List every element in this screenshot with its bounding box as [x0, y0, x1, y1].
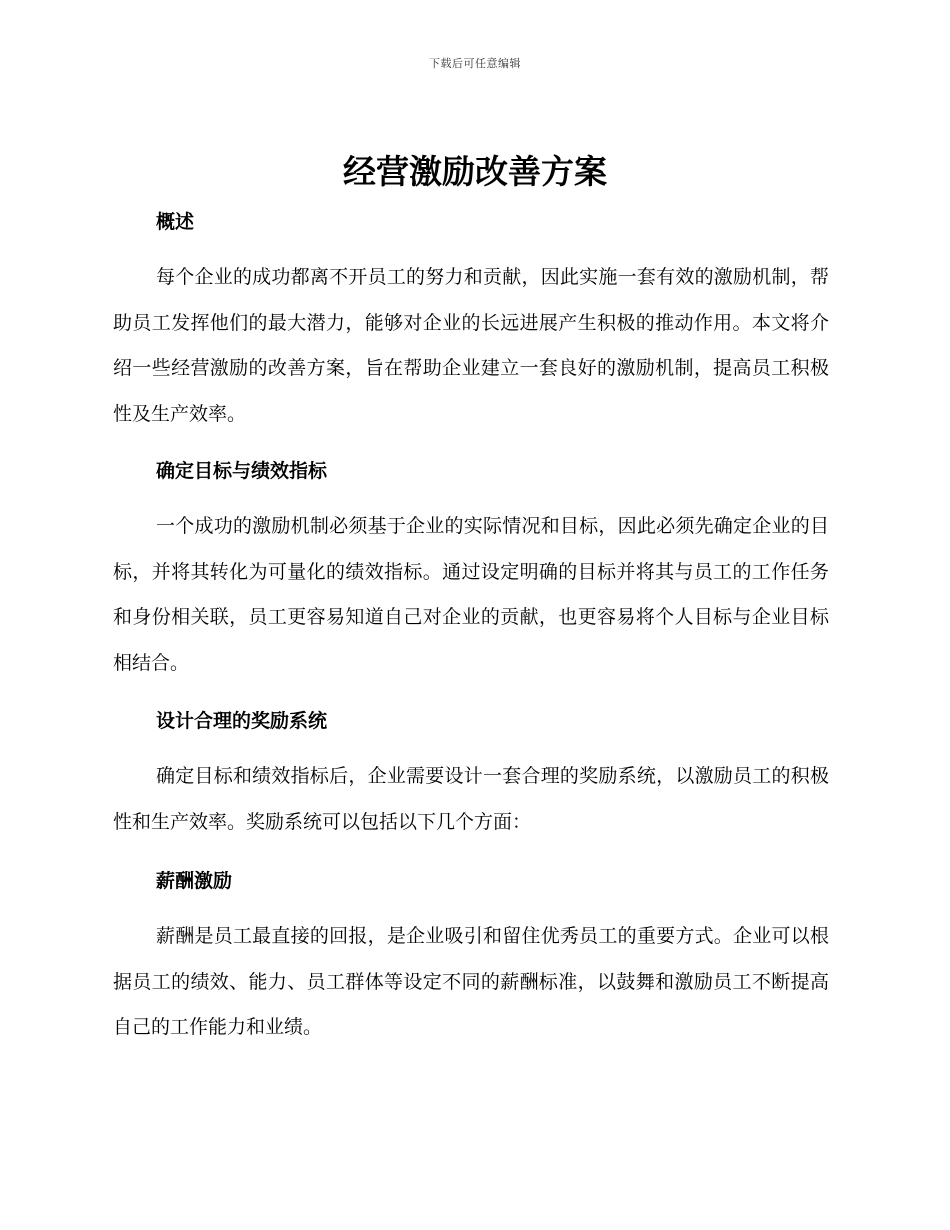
section-heading-overview: 概述: [156, 211, 195, 233]
header-note: 下载后可任意编辑: [429, 57, 521, 70]
section-paragraph-overview: 每个企业的成功都离不开员工的努力和贡献，因此实施一套有效的激励机制，帮助员工发挥他们的最大潜力，能够对企业的长远进展产生积极的推动作用。本文将介绍一些经营激励的改善方案，旨在帮助企业建立一套良好的激励机制，提高员工积极性及生产效率。: [113, 266, 829, 425]
section-heading-salary: 薪酬激励: [156, 870, 233, 892]
section-paragraph-goals: 一个成功的激励机制必须基于企业的实际情况和目标，因此必须先确定企业的目标，并将其转化为可量化的绩效指标。通过设定明确的目标并将其与员工的工作任务和身份相关联，员工更容易知道自己对企业的贡献，也更容易将个人目标与企业目标相结合。: [113, 515, 829, 674]
document-title: 经营激励改善方案: [343, 152, 607, 191]
section-paragraph-salary: 薪酬是员工最直接的回报，是企业吸引和留住优秀员工的重要方式。企业可以根据员工的绩效、能力、员工群体等设定不同的薪酬标准，以鼓舞和激励员工不断提高自己的工作能力和业绩。: [113, 925, 829, 1038]
section-paragraph-reward-system: 确定目标和绩效指标后，企业需要设计一套合理的奖励系统，以激励员工的积极性和生产效率。奖励系统可以包括以下几个方面：: [113, 765, 829, 833]
section-heading-goals: 确定目标与绩效指标: [156, 460, 328, 482]
section-heading-reward-system: 设计合理的奖励系统: [156, 710, 328, 732]
